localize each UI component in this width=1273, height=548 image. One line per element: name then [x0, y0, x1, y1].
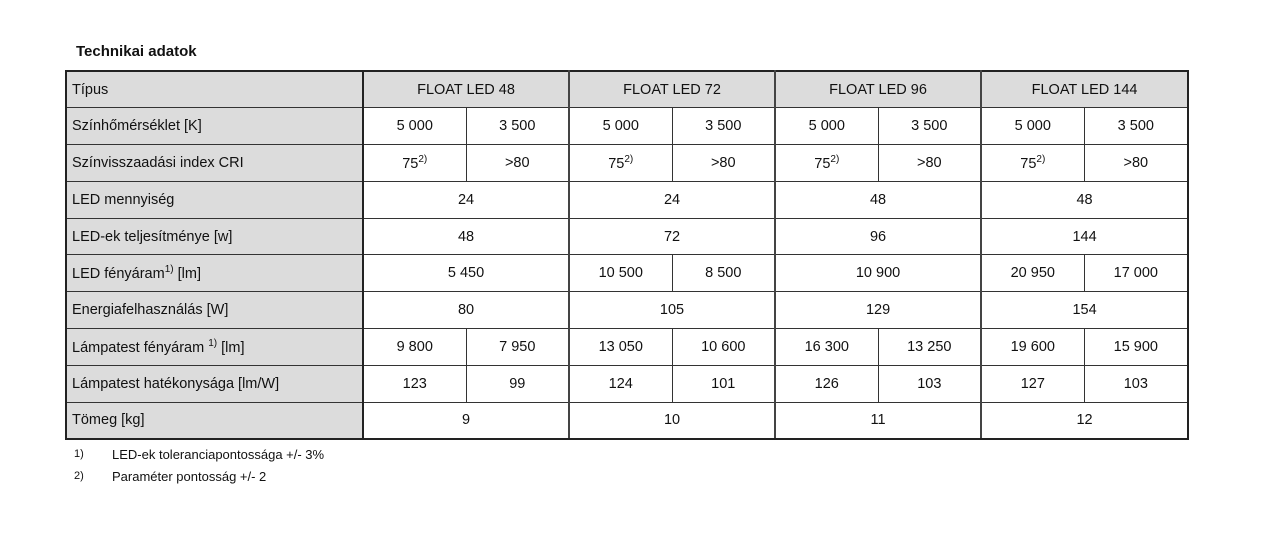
footnote-number: 2) [74, 470, 84, 482]
cell: >80 [878, 145, 981, 182]
cell [363, 145, 466, 182]
cell: >80 [466, 145, 569, 182]
cell: 10 600 [672, 329, 775, 366]
footnotes [74, 443, 324, 487]
row-label-text: LED fényáram [72, 266, 165, 283]
column-header: FLOAT LED 48 [363, 71, 569, 108]
footnote-ref: 2) [1036, 153, 1046, 165]
cell: 101 [672, 365, 775, 402]
cell-value: 75 [402, 155, 419, 172]
cell: 124 [569, 365, 672, 402]
cell [981, 145, 1084, 182]
footnote-ref: 2) [830, 153, 840, 165]
row-label: Energiafelhasználás [W] [66, 292, 363, 329]
row-label-text: Lámpatest fényáram [72, 339, 205, 356]
cell: 80 [363, 292, 569, 329]
footnote-ref: 2) [624, 153, 634, 165]
footnote [74, 465, 324, 487]
footnote-text: LED-ek toleranciapontossága +/- 3% [112, 446, 325, 462]
cell: >80 [672, 145, 775, 182]
cell: 16 300 [775, 329, 878, 366]
row-label: Színhőmérséklet [K] [66, 108, 363, 145]
table-row-led-qty [66, 181, 1188, 218]
cell: 9 [363, 402, 569, 439]
cell: 103 [1084, 365, 1188, 402]
cell: 9 800 [363, 329, 466, 366]
row-label: Típus [66, 71, 363, 108]
row-label: LED mennyiség [66, 181, 363, 218]
table-row-energy [66, 292, 1188, 329]
cell: 72 [569, 218, 775, 255]
row-label: Lámpatest hatékonysága [lm/W] [66, 365, 363, 402]
cell-value: 75 [1020, 155, 1037, 172]
cell: 48 [981, 181, 1188, 218]
cell: 17 000 [1084, 255, 1188, 292]
cell: 5 000 [363, 108, 466, 145]
cell: 129 [775, 292, 981, 329]
cell: 48 [363, 218, 569, 255]
column-header: FLOAT LED 144 [981, 71, 1188, 108]
column-header: FLOAT LED 72 [569, 71, 775, 108]
column-header: FLOAT LED 96 [775, 71, 981, 108]
cell: 10 [569, 402, 775, 439]
cell: 48 [775, 181, 981, 218]
cell: 5 450 [363, 255, 569, 292]
cell: 123 [363, 365, 466, 402]
footnote-text: Paraméter pontosság +/- 2 [112, 468, 267, 484]
table-row-weight [66, 402, 1188, 439]
cell-value: 75 [814, 155, 831, 172]
cell [775, 145, 878, 182]
cell [569, 145, 672, 182]
cell: 3 500 [672, 108, 775, 145]
cell: 24 [363, 181, 569, 218]
cell: 11 [775, 402, 981, 439]
cell: >80 [1084, 145, 1188, 182]
cell: 99 [466, 365, 569, 402]
cell: 19 600 [981, 329, 1084, 366]
table-row-lamp-flux [66, 329, 1188, 366]
row-label: LED-ek teljesítménye [w] [66, 218, 363, 255]
cell: 3 500 [1084, 108, 1188, 145]
cell: 15 900 [1084, 329, 1188, 366]
cell: 24 [569, 181, 775, 218]
row-label-unit: [lm] [217, 339, 245, 356]
footnote-number: 1) [74, 448, 84, 460]
cell: 154 [981, 292, 1188, 329]
cell: 5 000 [981, 108, 1084, 145]
cell: 126 [775, 365, 878, 402]
cell: 20 950 [981, 255, 1084, 292]
footnote-ref: 2) [418, 153, 428, 165]
table-row-efficiency [66, 365, 1188, 402]
cell: 3 500 [878, 108, 981, 145]
cell: 13 050 [569, 329, 672, 366]
table-row-led-flux [66, 255, 1188, 292]
cell: 3 500 [466, 108, 569, 145]
cell: 7 950 [466, 329, 569, 366]
row-label: Színvisszaadási index CRI [66, 145, 363, 182]
cell-value: 75 [608, 155, 625, 172]
cell: 127 [981, 365, 1084, 402]
footnote-ref: 1) [208, 337, 218, 349]
row-label: Tömeg [kg] [66, 402, 363, 439]
cell: 96 [775, 218, 981, 255]
cell: 12 [981, 402, 1188, 439]
page-title: Technikai adatok [76, 43, 197, 60]
cell: 103 [878, 365, 981, 402]
footnote [74, 443, 324, 465]
table-row-colortemp [66, 108, 1188, 145]
cell: 5 000 [569, 108, 672, 145]
cell: 10 900 [775, 255, 981, 292]
table-row-type [66, 71, 1188, 108]
cell: 144 [981, 218, 1188, 255]
row-label [66, 255, 363, 292]
table-row-cri [66, 145, 1188, 182]
cell: 105 [569, 292, 775, 329]
table-row-led-power [66, 218, 1188, 255]
row-label [66, 329, 363, 366]
spec-table [65, 70, 1189, 440]
cell: 5 000 [775, 108, 878, 145]
cell: 8 500 [672, 255, 775, 292]
cell: 13 250 [878, 329, 981, 366]
cell: 10 500 [569, 255, 672, 292]
row-label-unit: [lm] [173, 266, 201, 283]
footnote-ref: 1) [164, 264, 174, 276]
